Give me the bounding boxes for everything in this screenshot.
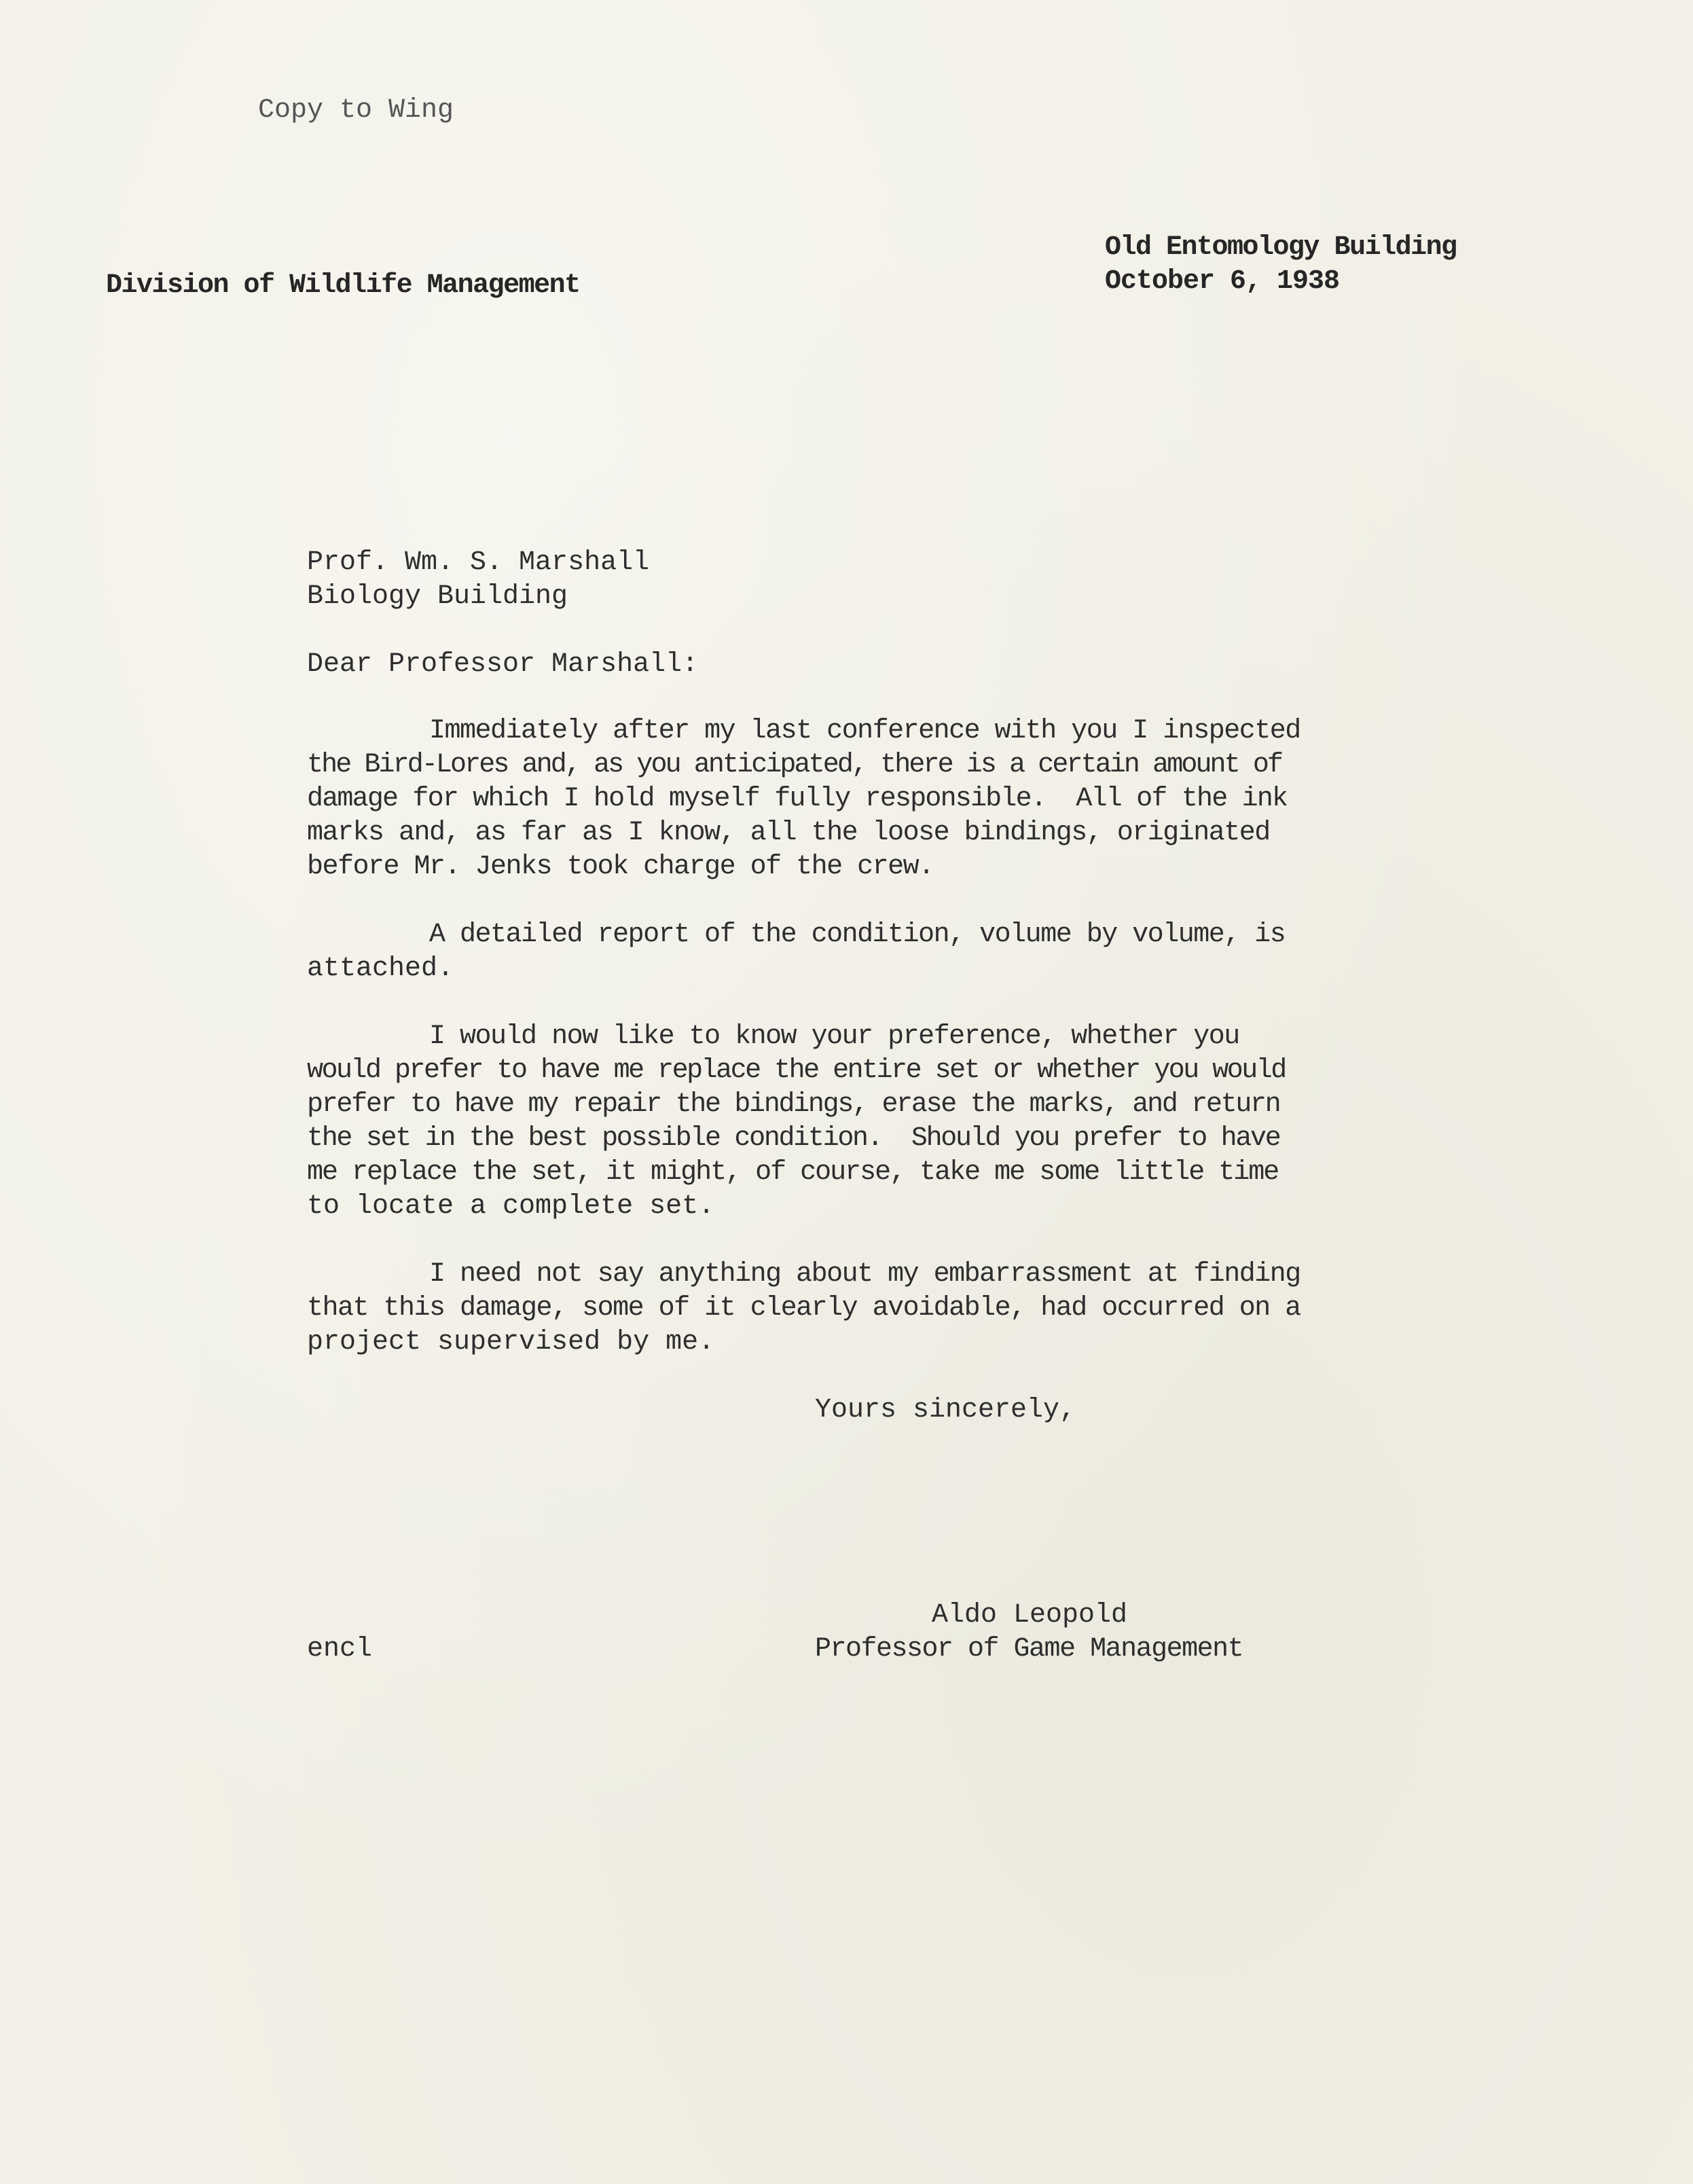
- salutation: Dear Professor Marshall:: [307, 649, 699, 680]
- paragraph-line: the Bird-Lores and, as you anticipated, there is a certain amount of: [307, 750, 1282, 780]
- paragraph-1: [307, 714, 1300, 884]
- paragraph-line: the set in the best possible condition. Should you prefer to have: [307, 1123, 1280, 1154]
- enclosure-note: encl: [307, 1634, 373, 1664]
- letter-date: October 6, 1938: [1105, 266, 1340, 297]
- paragraph-line: would prefer to have me replace the entire set or whether you would: [307, 1055, 1286, 1086]
- paragraph-line: me replace the set, it might, of course, take me some little time: [307, 1157, 1279, 1188]
- recipient-name: Prof. Wm. S. Marshall: [307, 547, 650, 578]
- paragraph-line: that this damage, some of it clearly avoidable, had occurred on a: [307, 1293, 1300, 1324]
- paragraph-line: marks and, as far as I know, all the loose bindings, originated: [307, 818, 1270, 848]
- paragraph-4: [307, 1258, 1300, 1360]
- paragraph-line: A detailed report of the condition, volume by volume, is: [307, 920, 1286, 950]
- address-building: Old Entomology Building: [1105, 232, 1457, 263]
- department-name: Division of Wildlife Management: [106, 270, 580, 301]
- paragraph-3: [307, 1020, 1286, 1224]
- paragraph-2: [307, 918, 1285, 986]
- paragraph-line: project supervised by me.: [307, 1327, 715, 1358]
- paragraph-line: attached.: [307, 953, 454, 984]
- signature-name: Aldo Leopold: [932, 1600, 1128, 1631]
- copy-note: Copy to Wing: [258, 95, 454, 126]
- signature-title: Professor of Game Management: [815, 1634, 1243, 1664]
- paragraph-line: prefer to have my repair the bindings, erase the marks, and return: [307, 1089, 1280, 1120]
- paragraph-line: damage for which I hold myself fully responsible. All of the ink: [307, 784, 1288, 814]
- paragraph-line: I would now like to know your preference, whether you: [307, 1021, 1239, 1052]
- closing: Yours sincerely,: [815, 1395, 1076, 1425]
- paragraph-line: I need not say anything about my embarrassment at finding: [307, 1259, 1300, 1290]
- paragraph-line: before Mr. Jenks took charge of the crew.: [307, 852, 934, 882]
- recipient-building: Biology Building: [307, 581, 568, 612]
- paragraph-line: to locate a complete set.: [307, 1191, 715, 1222]
- paragraph-line: Immediately after my last conference with you I inspected: [307, 716, 1300, 746]
